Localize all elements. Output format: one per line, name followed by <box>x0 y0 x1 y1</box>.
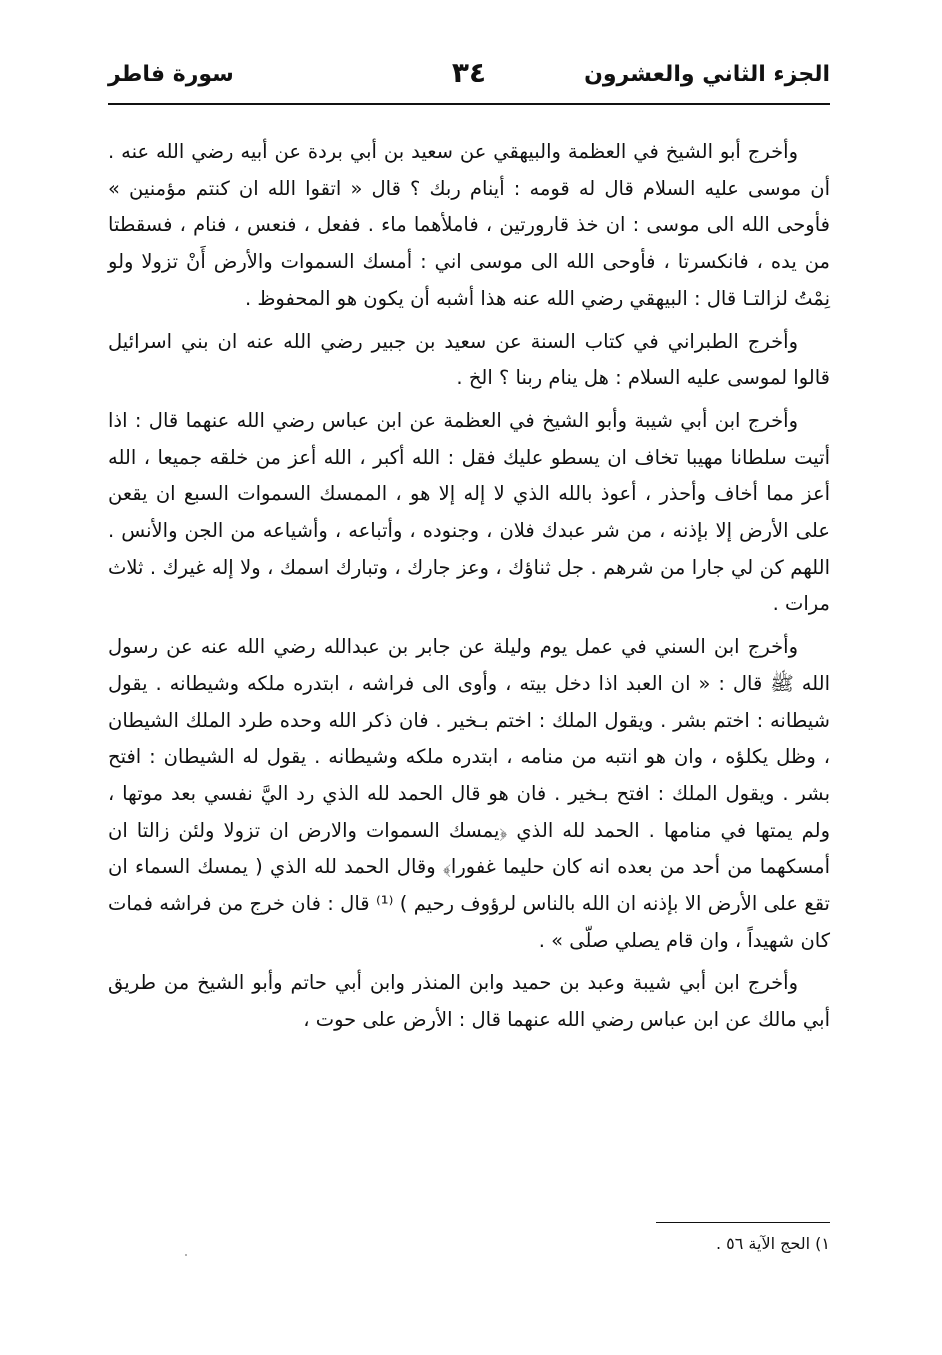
page-header <box>108 48 830 96</box>
paragraph: وأخرج ابن أبي شيبة وأبو الشيخ في العظمة عن ابن عباس رضي الله عنهما قال : اذا أتيت سلطانا مهيبا تخاف ان يسطو عليك فقل : الله أكبر ، الله أعز من خلقه جميعا ، الله أعز مما أخاف وأحذر ، أعوذ بالله الذي لا إله إلا هو ، الممسك السموات السبع ان يقعن على الأرض إلا بإذنه ، من شر عبدك فلان ، وجنوده ، وأتباعه ، وأشياعه من الجن والأنس . اللهم كن لي جارا من شرهم . جل ثناؤك ، وعز جارك ، وتبارك اسمك ، ولا إله غيرك . ثلاث مرات . <box>108 408 830 616</box>
footnote: ١) الحج الآية ٥٦ . <box>715 1234 830 1253</box>
volume-title: الجزء الثاني والعشرون <box>584 62 830 87</box>
paragraph: وأخرج أبو الشيخ في العظمة والبيهقي عن سعيد بن أبي بردة عن أبيه رضي الله عنه . أن موسى عليه السلام قال له قومه : أينام ربك ؟ قال « اتقوا الله ان كنتم مؤمنين » فأوحى الله الى موسى : ان خذ قارورتين ، فاملأهما ماء . ففعل ، فنعس ، فنام ، فسقطتا من يده ، فانكسرتا ، فأوحى الله الى موسى اني : أمسك السموات والأرض أَنْ تزولا ولو نِمْتُ لزالتـا قال : البيهقي رضي الله عنه هذا أشبه أن يكون هو المحفوظ . <box>108 140 830 310</box>
paragraph: وأخرج الطبراني في كتاب السنة عن سعيد بن جبير رضي الله عنه ان بني اسرائيل قالوا لموسى عليه السلام : هل ينام ربنا ؟ الخ . <box>108 329 830 390</box>
main-text <box>108 134 830 1045</box>
header-rule <box>108 103 830 105</box>
footnote-rule <box>656 1222 830 1223</box>
surah-title: سورة فاطر <box>108 62 234 87</box>
scan-speck <box>185 1254 187 1256</box>
paragraph: وأخرج ابن أبي شيبة وعبد بن حميد وابن المنذر وابن أبي حاتم وأبو الشيخ من طريق أبي مالك عن ابن عباس رضي الله عنهما قال : الأرض على حوت ، <box>108 971 830 1032</box>
paragraph: وأخرج ابن السني في عمل يوم وليلة عن جابر بن عبدالله رضي الله عنه عن رسول الله ﷺ قال : « ان العبد اذا دخل بيته ، وأوى الى فراشه ، ابتدره ملكه وشيطانه . يقول شيطانه : اختم بشر . ويقول الملك : اختم بـخير . فان ذكر الله وحده طرد الملك الشيطان ، وظل يكلؤه ، وان هو انتبه من منامه ، ابتدره ملكه وشيطانه . يقول له الشيطان : افتح بشر . ويقول الملك : افتح بـخير . فان هو قال الحمد لله الذي رد اليَّ نفسي بعد موتها ، ولم يمتها في منامها . الحمد لله الذي ﴿يمسك السموات والارض ان تزولا ولئن زالتا ان أمسكهما من أحد من بعده انه كان حليما غفورا﴾ وقال الحمد لله الذي ( يمسك السماء ان تقع على الأرض الا بإذنه ان الله بالناس لرؤوف رحيم ) ⁽¹⁾ قال : فان خرج من فراشه فمات كان شهيداً ، وان قام يصلي صلّى » . <box>108 635 830 952</box>
page-number: ٣٤ <box>451 56 487 89</box>
